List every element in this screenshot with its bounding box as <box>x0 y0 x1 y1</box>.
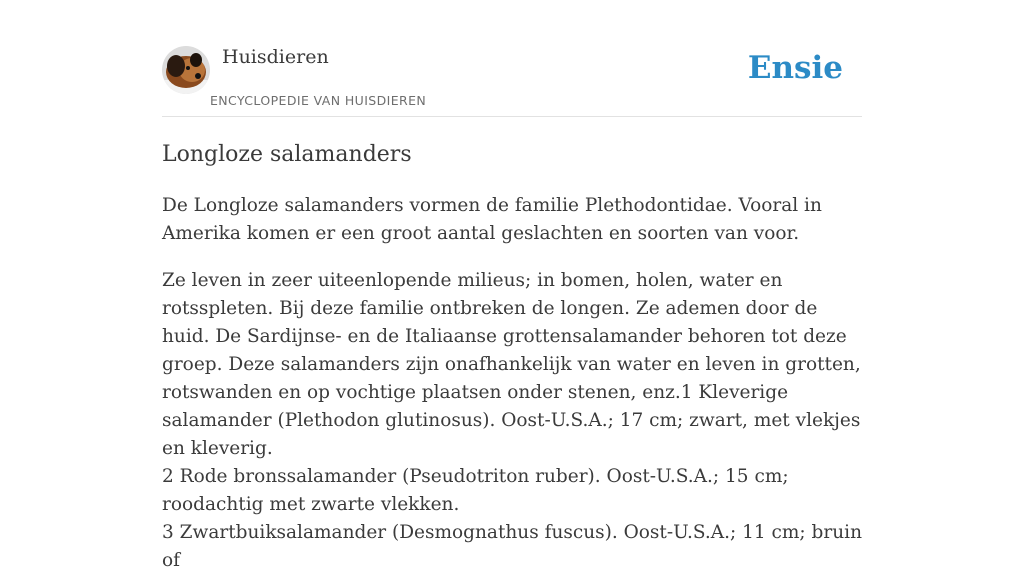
article <box>162 140 862 575</box>
article-title: Longloze salamanders <box>162 142 412 167</box>
site-subtitle: ENCYCLOPEDIE VAN HUISDIEREN <box>210 93 427 108</box>
article-paragraph: De Longloze salamanders vormen de familie Plethodontidae. Vooral in Amerika komen er een groot aantal geslachten en soorten van voor. <box>162 195 822 244</box>
dog-icon <box>162 46 210 94</box>
avatar[interactable] <box>162 46 210 94</box>
site-title[interactable]: Huisdieren <box>222 46 329 68</box>
article-paragraph: 2 Rode bronssalamander (Pseudotriton ruber). Oost-U.S.A.; 15 cm; roodachtig met zwarte vlekken. <box>162 466 789 515</box>
brand-logo[interactable]: Ensie <box>747 50 843 86</box>
site-header <box>162 0 862 117</box>
article-paragraph: 3 Zwartbuiksalamander (Desmognathus fuscus). Oost-U.S.A.; 11 cm; bruin of <box>162 522 862 571</box>
article-paragraph: Ze leven in zeer uiteenlopende milieus; in bomen, holen, water en rotsspleten. Bij deze familie ontbreken de longen. Ze ademen door de huid. De Sardijnse- en de Italiaanse grottensalamander behoren tot deze groep. Deze salamanders zijn onafhankelijk van water en leven in grotten, rotswanden en op vochtige plaatsen onder stenen, enz.1 Kleverige salamander (Plethodon glutinosus). Oost-U.S.A.; 17 cm; zwart, met vlekjes en kleverig. <box>162 270 861 459</box>
